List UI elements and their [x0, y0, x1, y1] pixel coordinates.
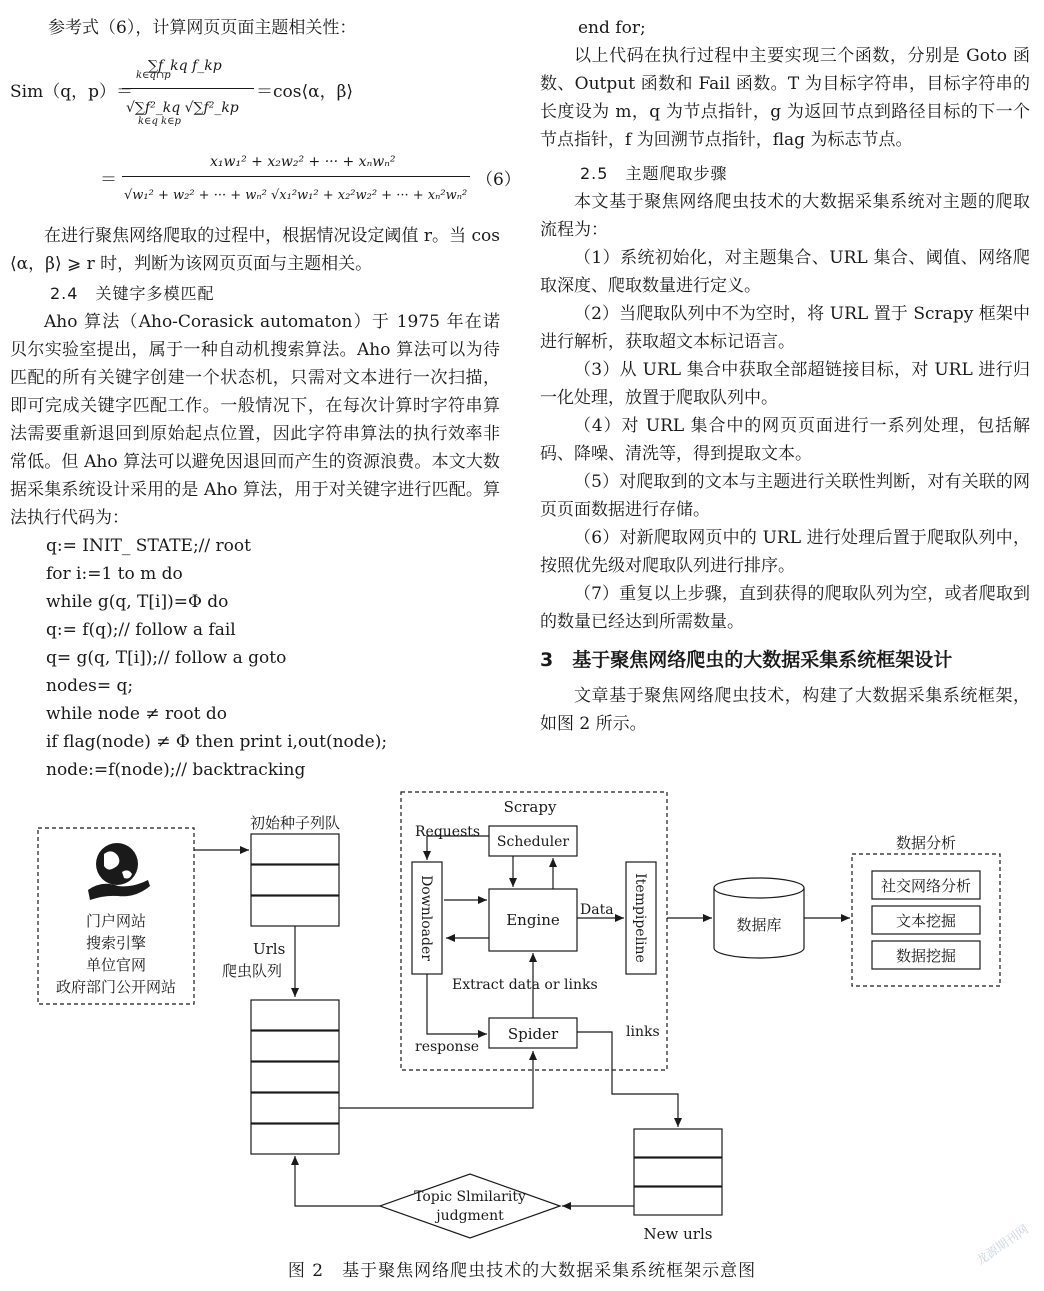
code-line: while g(q, T[i])=Φ do	[46, 592, 229, 612]
step-item: （2）当爬取队列中不为空时，将 URL 置于 Scrapy 框架中进行解析，获取超文本标记语言。	[540, 304, 1030, 352]
new-urls-label: New urls	[643, 1225, 713, 1243]
code-line: node:=f(node);// backtracking	[46, 760, 306, 780]
framework-diagram	[0, 778, 1044, 1287]
crawl-queue-cell	[251, 1093, 339, 1123]
topic-similarity-label: Topic Slmilarity	[414, 1189, 526, 1205]
crawl-queue-cell	[251, 1062, 339, 1092]
code-line: q= g(q, T[i]);// follow a goto	[46, 648, 287, 668]
fraction-bar-1	[122, 88, 254, 89]
requests-label: Requests	[415, 824, 481, 840]
downloader-label: Downloader	[418, 875, 434, 961]
step-item: （4）对 URL 集合中的网页页面进行一系列处理，包括解码、降噪、清洗等，得到提取文本。	[540, 416, 1030, 464]
aho-paragraph: Aho 算法（Aho-Corasick automaton）于 1975 年在诺贝尔实验室提出，属于一种自动机搜索算法。Aho 算法可以为待匹配的所有关键字创建一个状态机，只需对文本进行一次扫描，即可完成关键字匹配工作。一般情况下，在每次计算时字符串算法需要重新退回到原始起点位置，因此字符串算法的执行效率非常低。但 Aho 算法可以避免因退回而产生的资源浪费。本文大数据采集系统设计采用的是 Aho 算法，用于对关键字进行匹配。算法执行代码为：	[10, 312, 500, 528]
code-end-line: end for;	[578, 18, 646, 38]
extract-label: Extract data or links	[452, 977, 598, 993]
crawl-queue-cell	[251, 1124, 339, 1154]
formula-tag: （6）	[476, 170, 521, 190]
crawl-queue-cell	[251, 1031, 339, 1061]
right-column	[540, 0, 1030, 738]
code-line: nodes= q;	[46, 676, 134, 696]
figure-2	[0, 778, 1044, 1287]
new-urls-cell	[634, 1158, 722, 1186]
code-line: if flag(node) ≠ Φ then print i,out(node);	[46, 732, 388, 752]
source-label: 单位官网	[85, 956, 147, 974]
source-label: 政府部门公开网站	[55, 978, 177, 996]
crawl-flow-intro: 本文基于聚焦网络爬虫技术的大数据采集系统对主题的爬取流程为：	[540, 192, 1030, 240]
analysis-item-label: 社交网络分析	[880, 877, 972, 895]
code-line: q:= f(q);// follow a fail	[46, 620, 236, 640]
globe-hand-icon	[88, 843, 150, 900]
section-3-heading: 3 基于聚焦网络爬虫的大数据采集系统框架设计	[540, 649, 953, 671]
formula-rhs1: ＝cos⟨α，β⟩	[256, 82, 354, 102]
judgment-label: judgment	[436, 1208, 504, 1224]
watermark: 龙源期刊网	[973, 1221, 1031, 1268]
database-label: 数据库	[736, 916, 782, 934]
analysis-item-label: 文本挖掘	[895, 912, 957, 930]
code-line: for i:=1 to m do	[46, 564, 183, 584]
step-item: （1）系统初始化，对主题集合、URL 集合、阈值、网络爬取深度、爬取数量进行定义。	[540, 248, 1030, 296]
formula-den1: √∑f²_kq √∑f²_kp	[126, 100, 239, 116]
seed-queue-label: 初始种子列队	[249, 814, 341, 832]
crawl-queue-cell	[251, 1000, 339, 1030]
formula-eq2: ＝	[100, 170, 117, 190]
step-item: （6）对新爬取网页中的 URL 进行处理后置于爬取队列中，按照优先级对爬取队列进行排序。	[540, 528, 1030, 576]
arrow-queue-to-spider	[339, 1051, 533, 1108]
scheduler-label: Scheduler	[496, 834, 570, 850]
engine-label: Engine	[506, 911, 560, 929]
formula-den2: √w₁² + w₂² + ··· + wₙ² √x₁²w₁² + x₂²w₂² + ··· + xₙ²wₙ²	[124, 188, 468, 203]
database-cylinder-top	[714, 878, 804, 898]
formula-intro: 参考式（6），计算网页页面主题相关性：	[48, 18, 357, 38]
source-label: 搜索引擎	[85, 934, 147, 952]
new-urls-cell	[634, 1187, 722, 1215]
figure-caption: 图 2 基于聚焦网络爬虫技术的大数据采集系统框架示意图	[287, 1261, 757, 1281]
topic-similarity-diamond	[380, 1174, 560, 1238]
code-line: q:= INIT_ STATE;// root	[46, 536, 251, 556]
step-item: （7）重复以上步骤，直到获得的爬取队列为空，或者爬取到的数量已经达到所需数量。	[540, 584, 1030, 632]
step-item: （3）从 URL 集合中获取全部超链接目标，对 URL 进行归一化处理，放置于爬取队列中。	[540, 360, 1030, 408]
seed-queue-cell	[251, 834, 339, 864]
response-label: response	[415, 1039, 480, 1055]
formula-num2: x₁w₁² + x₂w₂² + ··· + xₙwₙ²	[210, 154, 396, 170]
scrapy-label: Scrapy	[503, 798, 557, 816]
analysis-label: 数据分析	[895, 834, 957, 852]
spider-label: Spider	[507, 1025, 559, 1043]
formula-lhs: Sim（q，p）＝	[10, 82, 133, 102]
formula-6	[10, 42, 521, 222]
urls-label: Urls	[253, 940, 286, 958]
seed-queue-cell	[251, 896, 339, 926]
code-block	[10, 532, 500, 784]
arrow-judgment-to-queue	[295, 1156, 380, 1206]
data-label: Data	[580, 902, 614, 918]
code-line: while node ≠ root do	[46, 704, 227, 724]
threshold-paragraph: 在进行聚焦网络爬取的过程中，根据情况设定阈值 r。当 cos ⟨α，β⟩ ⩾ r 时，判断为该网页页面与主题相关。	[10, 226, 500, 274]
arrow-links-to-new-urls	[577, 1032, 678, 1127]
itempipeline-label: Itempipeline	[632, 873, 648, 963]
crawl-queue-label: 爬虫队列	[222, 962, 283, 980]
step-item: （5）对爬取到的文本与主题进行关联性判断，对有关联的网页页面数据进行存储。	[540, 472, 1030, 520]
links-label: links	[626, 1024, 660, 1040]
left-column	[10, 0, 521, 784]
formula-num1-sub: k∈q∩p	[136, 70, 171, 81]
section-2-5-heading: 2.5 主题爬取步骤	[580, 164, 728, 183]
functions-paragraph: 以上代码在执行过程中主要实现三个函数，分别是 Goto 函数、Output 函数和 Fail 函数。T 为目标字符串，目标字符串的长度设为 m，q 为节点指针，g 为返回节点到路径目标的下一个节点指针，f 为回溯节点指针，flag 为标志节点。	[540, 46, 1030, 150]
new-urls-cell	[634, 1129, 722, 1157]
formula-den1-sub: k∈q k∈p	[138, 116, 181, 127]
section-2-4-heading: 2.4 关键字多模匹配	[50, 284, 215, 303]
framework-paragraph: 文章基于聚焦网络爬虫技术，构建了大数据采集系统框架，如图 2 所示。	[540, 686, 1030, 734]
source-label: 门户网站	[85, 912, 147, 930]
seed-queue-cell	[251, 865, 339, 895]
formula-num1: ∑f_kq f_kp	[148, 58, 222, 74]
fraction-bar-2	[122, 176, 470, 177]
analysis-item-label: 数据挖掘	[895, 947, 957, 965]
